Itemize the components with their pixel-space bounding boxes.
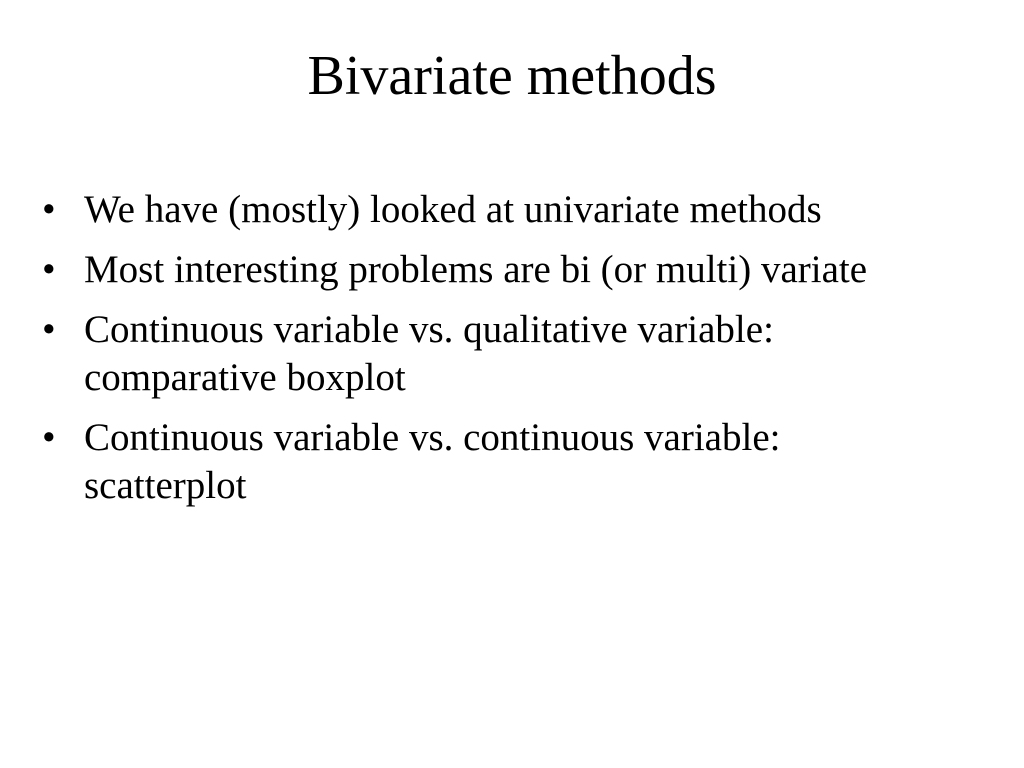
bullet-dot-icon: • (42, 416, 56, 459)
bullet-dot-icon: • (42, 188, 56, 231)
bullet-dot-icon: • (42, 308, 56, 351)
bullet-text: Most interesting problems are bi (or multi) variate (84, 248, 868, 291)
slide-title: Bivariate methods (307, 45, 717, 107)
bullet-item (42, 186, 942, 234)
bullet-item (42, 414, 942, 510)
bullet-list (42, 186, 942, 522)
bullet-item (42, 246, 942, 294)
bullet-text: Continuous variable vs. continuous variable: scatterplot (84, 416, 781, 507)
bullet-item (42, 306, 942, 402)
bullet-dot-icon: • (42, 248, 56, 291)
bullet-text: We have (mostly) looked at univariate methods (84, 188, 822, 231)
bullet-text: Continuous variable vs. qualitative variable: comparative boxplot (84, 308, 774, 399)
